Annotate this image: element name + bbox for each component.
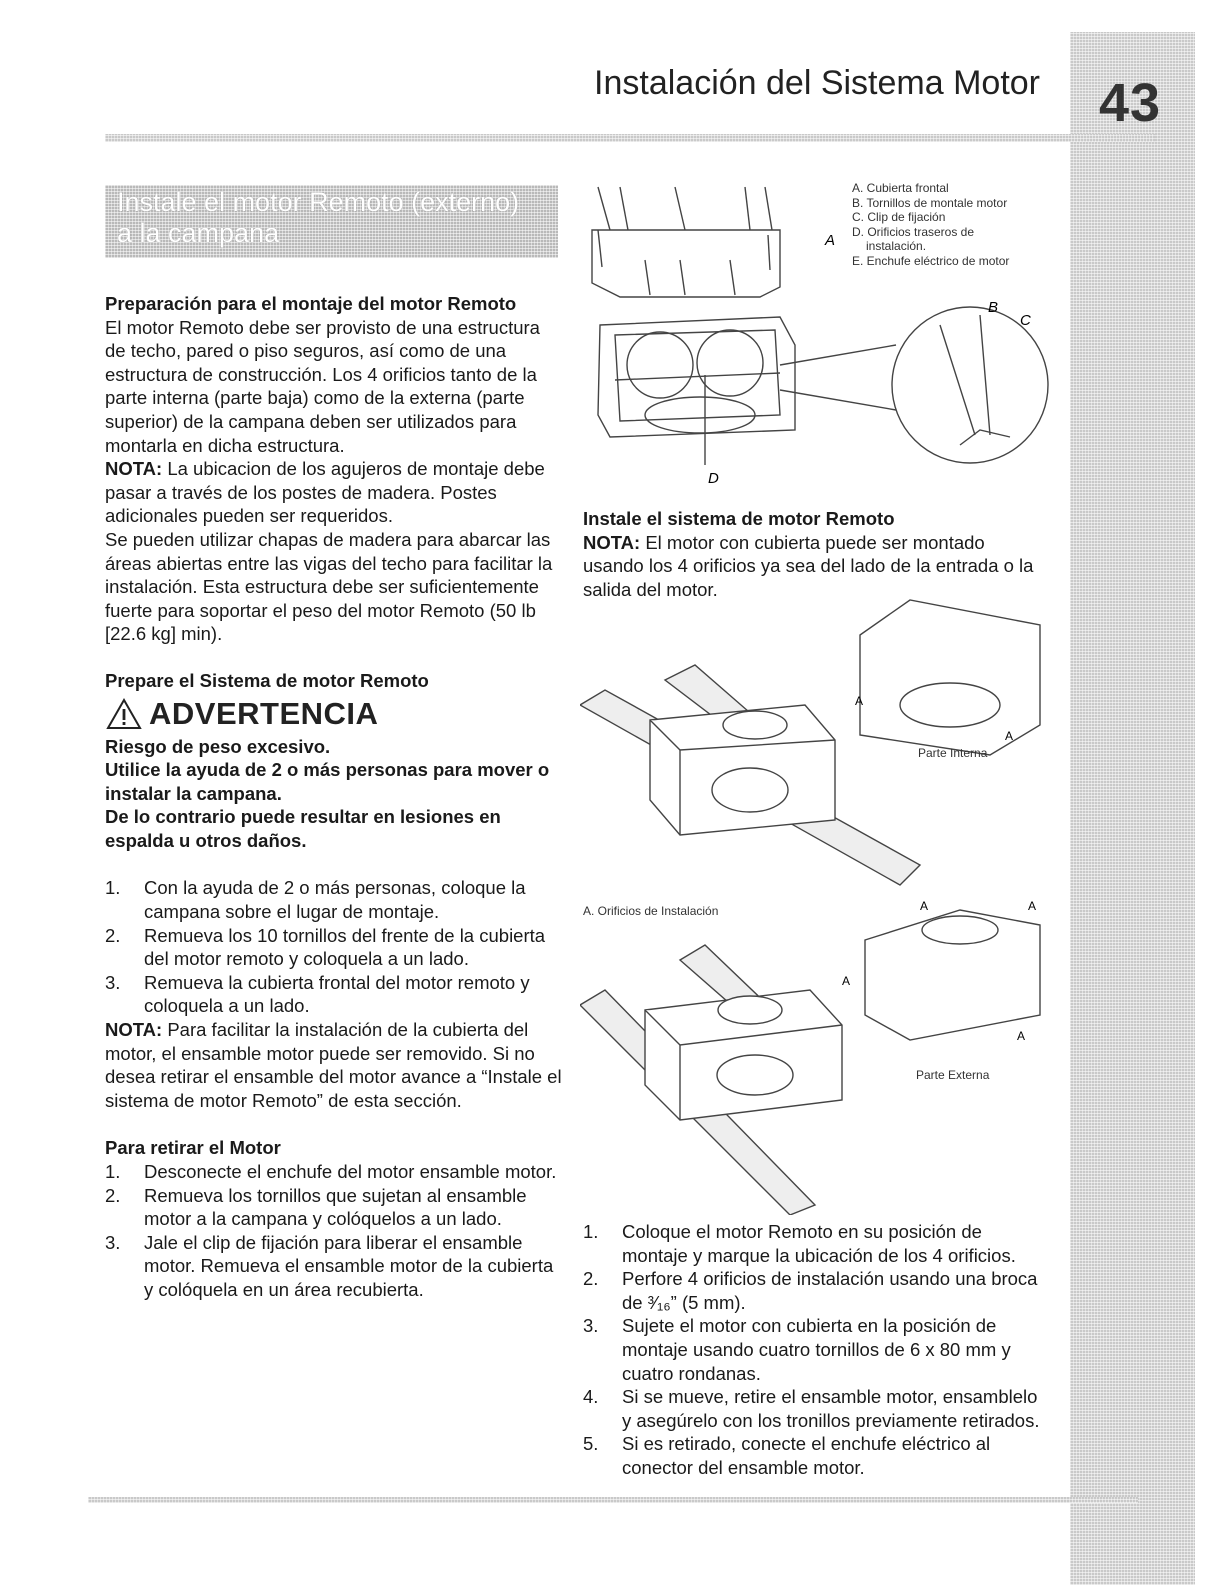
legend-item: E. Enchufe eléctrico de motor bbox=[852, 253, 1010, 268]
warning-line1: Riesgo de peso excesivo. bbox=[105, 735, 331, 757]
remove-motor-heading: Para retirar el Motor bbox=[105, 1137, 281, 1159]
figure2-label-a: A bbox=[920, 899, 929, 913]
prepare-system-heading: Prepare el Sistema de motor Remoto bbox=[105, 669, 429, 691]
list-item: 1. Coloque el motor Remoto en su posición de montaje y marque la ubicación de los 4 orificios. bbox=[583, 1221, 1016, 1266]
figure2-label-a: A bbox=[855, 694, 864, 708]
page-title: Instalación del Sistema Motor bbox=[594, 64, 1040, 102]
prepare-steps bbox=[105, 876, 563, 1018]
list-item: 3. Sujete el motor con cubierta en la posición de montaje usando cuatro tornillos de 6 x 80 mm y cuatro rondanas. bbox=[583, 1315, 1011, 1384]
install-intro bbox=[583, 507, 1041, 601]
warning-title bbox=[105, 697, 563, 731]
figure2-label-a: A bbox=[1005, 729, 1014, 743]
figure1-letter-b: B bbox=[988, 299, 999, 316]
prep-note bbox=[105, 457, 563, 528]
legend-item: A. Cubierta frontal bbox=[852, 181, 949, 195]
caption-outer: Parte Externa bbox=[916, 1068, 990, 1082]
list-item: 4. Si se mueve, retire el ensamble motor, ensamblelo y asegúrelo con los tronillos previamente retirados. bbox=[583, 1386, 1040, 1431]
figure2-label-a: A bbox=[842, 974, 851, 988]
left-column bbox=[105, 292, 563, 1302]
figure1-legend bbox=[852, 181, 1062, 268]
caption-inner: Parte Interna bbox=[918, 746, 988, 760]
list-item: 3. Jale el clip de fijación para liberar el ensamble motor. Remueva el ensamble motor de la cubierta y colóquela en un área recubierta. bbox=[105, 1231, 554, 1300]
list-item: 3. Remueva la cubierta frontal del motor remoto y coloquela a un lado. bbox=[105, 971, 530, 1017]
note-text: La ubicacion de los agujeros de montaje debe pasar a través de los postes de madera. Postes adicionales pueden ser requeridos. bbox=[105, 458, 545, 527]
prepare-note: NOTA: Para facilitar la instalación de la cubierta del motor, el ensamble motor puede ser removido. Si no desea retirar el ensamble del motor avance a “Instale el sistema de motor Remoto” de esta sección. bbox=[105, 1019, 562, 1111]
prep-heading: Preparación para el montaje del motor Remoto bbox=[105, 293, 517, 314]
warning-line2: Utilice la ayuda de 2 o más personas para mover o instalar la campana. bbox=[105, 759, 550, 804]
figure1-letter-a: A bbox=[825, 232, 836, 249]
install-steps-block bbox=[583, 1220, 1043, 1480]
remove-steps bbox=[105, 1160, 563, 1302]
figure1-letter-c: C bbox=[1020, 312, 1031, 329]
figure2-label-a: A bbox=[1028, 899, 1037, 913]
figure2-label-a: A bbox=[1017, 1029, 1026, 1043]
caption-holes: A. Orificios de Instalación bbox=[583, 904, 719, 918]
prep-body2: Se pueden utilizar chapas de madera para abarcar las áreas abiertas entre las vigas del techo para facilitar la instalación. Esta estructura debe ser suficientemente fuerte para soportar el peso del motor Remoto (50 lb [22.6 kg] min). bbox=[105, 528, 553, 645]
list-item: 1. Desconecte el enchufe del motor ensamble motor. bbox=[105, 1161, 557, 1182]
bottom-rule bbox=[88, 1497, 1138, 1503]
figure1-letter-d: D bbox=[708, 470, 719, 487]
section-banner-line1: Instale el motor Remoto (externo) bbox=[117, 187, 520, 217]
legend-item: B. Tornillos de montale motor bbox=[852, 195, 1008, 210]
warning-line3: De lo contrario puede resultar en lesiones en espalda u otros daños. bbox=[105, 806, 501, 851]
list-item: 2. Remueva los 10 tornillos del frente de la cubierta del motor remoto y coloquela a un lado. bbox=[105, 924, 546, 970]
install-heading: Instale el sistema de motor Remoto bbox=[583, 508, 895, 529]
legend-item: D. Orificios traseros de bbox=[852, 224, 975, 239]
warning-icon bbox=[105, 697, 143, 731]
side-strip bbox=[1070, 32, 1195, 1585]
top-rule bbox=[105, 134, 1155, 142]
list-item: 2. Remueva los tornillos que sujetan al ensamble motor a la campana y colóquelos a un lado. bbox=[105, 1184, 527, 1230]
legend-item: instalación. bbox=[866, 239, 927, 253]
page-number: 43 bbox=[1098, 73, 1162, 133]
install-steps bbox=[583, 1220, 1043, 1480]
section-banner-line2: a la campana bbox=[117, 218, 280, 248]
list-item: 2. Perfore 4 orificios de instalación usando una broca de ³⁄₁₆” (5 mm). bbox=[583, 1268, 1038, 1313]
install-note: NOTA: El motor con cubierta puede ser montado usando los 4 orificios ya sea del lado de la entrada o la salida del motor. bbox=[583, 531, 1034, 600]
list-item: 1. Con la ayuda de 2 o más personas, coloque la campana sobre el lugar de montaje. bbox=[105, 877, 526, 923]
prep-body: El motor Remoto debe ser provisto de una estructura de techo, pared o piso seguros, así como de una estructura de construcción. Los 4 orificios tanto de la parte interna (parte baja) como de la externa (parte superior) de la campana deben ser utilizados para montarla en dicha estructura. bbox=[105, 316, 540, 456]
section-banner bbox=[105, 185, 558, 258]
warning-title-text: ADVERTENCIA bbox=[149, 695, 379, 731]
legend-item: C. Clip de fijación bbox=[852, 210, 946, 224]
note-label: NOTA: bbox=[105, 458, 163, 480]
list-item: 5. Si es retirado, conecte el enchufe eléctrico al conector del ensamble motor. bbox=[583, 1433, 991, 1478]
